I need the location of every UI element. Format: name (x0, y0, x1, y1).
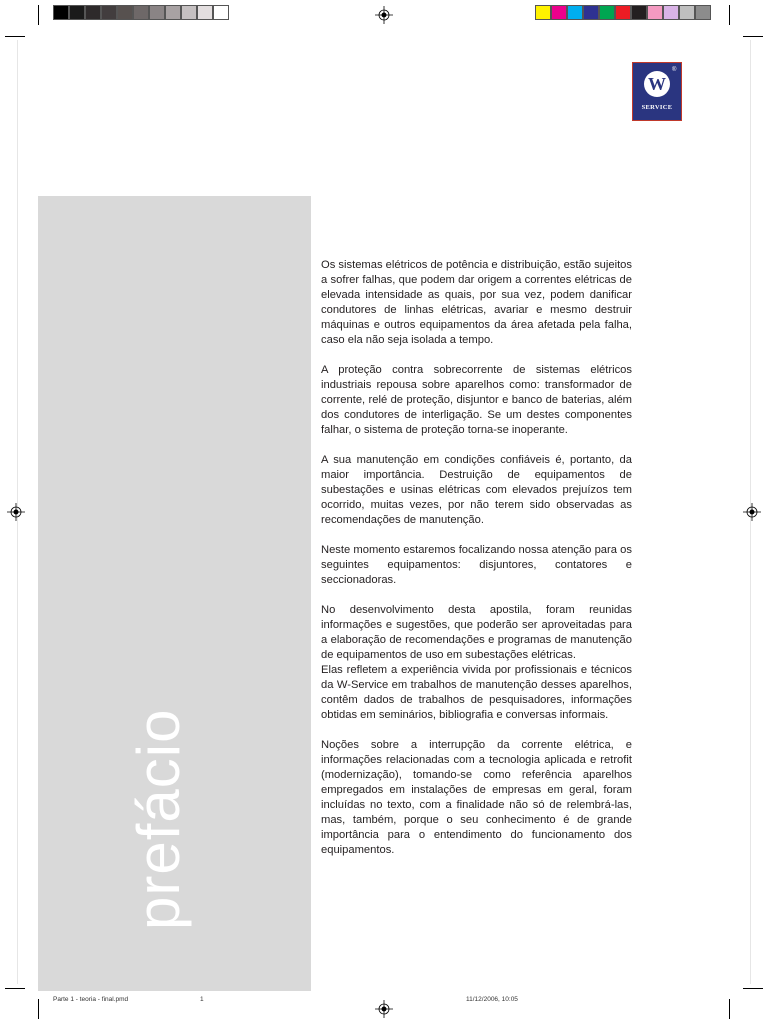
footer-page-number: 1 (200, 996, 204, 1003)
registration-mark-left (7, 503, 25, 521)
registration-mark-top (375, 6, 393, 24)
registration-mark-bottom (375, 1000, 393, 1018)
paragraph: A proteção contra sobrecorrente de sistemas elétricos industriais repousa sobre aparelhos como: transformador de corrente, relé de proteção, disjuntor e banco de baterias, além dos condutores de interligação. Se um destes componentes falhar, o sistema de proteção torna-se inoperante. (321, 364, 632, 436)
color-swatch (631, 5, 647, 20)
color-swatch (133, 5, 149, 20)
color-swatch (679, 5, 695, 20)
color-swatch (583, 5, 599, 20)
color-swatch (149, 5, 165, 20)
color-swatch (599, 5, 615, 20)
section-title: prefácio (125, 708, 192, 930)
preface-body (321, 258, 632, 873)
color-swatch (197, 5, 213, 20)
color-swatch (567, 5, 583, 20)
paragraph: No desenvolvimento desta apostila, foram reunidas informações e sugestões, que poderão ser aproveitadas para a elaboração de recomendações e programas de manutenção de equipamentos de uso em subestações elétricas. (321, 604, 632, 661)
color-swatch (551, 5, 567, 20)
color-swatch (535, 5, 551, 20)
registration-mark-right (743, 503, 761, 521)
w-service-logo (632, 62, 682, 121)
color-swatch (615, 5, 631, 20)
color-swatch (213, 5, 229, 20)
color-swatch (647, 5, 663, 20)
paragraph: Os sistemas elétricos de potência e distribuição, estão sujeitos a sofrer falhas, que podem dar origem a correntes elétricas de elevada intensidade as quais, por sua vez, podem danificar condutores de linhas elétricas, avariar e mesmo destruir máquinas e outros equipamentos da área afetada pela falha, caso ela não seja isolada a tempo. (321, 259, 632, 346)
color-swatch (117, 5, 133, 20)
color-swatch (695, 5, 711, 20)
color-swatch (101, 5, 117, 20)
paragraph: Neste momento estaremos focalizando nossa atenção para os seguintes equipamentos: disjuntores, contatores e seccionadoras. (321, 544, 632, 586)
color-swatch (165, 5, 181, 20)
footer-filename: Parte 1 - teoria - final.pmd (53, 996, 129, 1003)
logo-caption: SERVICE (641, 104, 673, 111)
color-swatch (663, 5, 679, 20)
paragraph: Noções sobre a interrupção da corrente elétrica, e informações relacionadas com a tecnologia aplicada e retrofit (modernização), tomando-se como referência aparelhos empregados em instalações de empresas em geral, foram incluídas no texto, com a finalidade não só de relembrá-las, mas, também, porque o seu conhecimento é de grande importância para o entendimento do funcionamento dos equipamentos. (321, 739, 632, 856)
logo-w-letter: W (644, 71, 670, 97)
paragraph: Elas refletem a experiência vivida por profissionais e técnicos da W-Service em trabalhos de manutenção desses aparelhos, contêm dados de trabalhos de pesquisadores, informações obtidas em seminários, bibliografia e conversas informais. (321, 664, 632, 721)
paragraph: A sua manutenção em condições confiáveis é, portanto, da maior importância. Destruição de equipamentos de subestações e usinas elétricas com elevados prejuízos tem ocorrido, muitas vezes, por não terem sido observadas as recomendações de manutenção. (321, 454, 632, 526)
logo-registered-mark: ® (672, 67, 677, 73)
footer-timestamp: 11/12/2006, 10:05 (466, 996, 518, 1003)
color-swatch (181, 5, 197, 20)
color-swatch (53, 5, 69, 20)
color-swatch (85, 5, 101, 20)
color-swatch (69, 5, 85, 20)
